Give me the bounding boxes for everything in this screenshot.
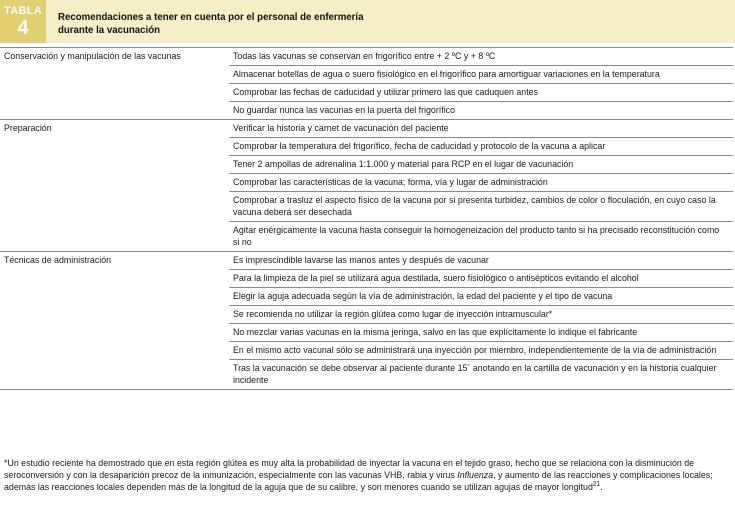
footnote-text-1: *Un estudio reciente ha demostrado que en esta región glútea es muy alta la probabilidad de inyectar la vacuna en el tejido graso, hecho que se relaciona con la disminución de seroconversión y con la desaparición precoz de la inmunización, especialmente con las vacunas VHB, rabia y virus bbox=[4, 458, 695, 481]
table-row bbox=[0, 192, 733, 222]
recommendation-cell bbox=[229, 324, 733, 342]
recommendation-cell bbox=[229, 102, 733, 120]
category-cell bbox=[0, 324, 229, 342]
category-cell bbox=[0, 192, 229, 222]
recommendation-cell bbox=[229, 342, 733, 360]
category-cell bbox=[0, 288, 229, 306]
category-cell bbox=[0, 48, 229, 66]
recommendation-cell bbox=[229, 120, 733, 138]
table-row bbox=[0, 156, 733, 174]
category-cell bbox=[0, 156, 229, 174]
table-row bbox=[0, 342, 733, 360]
table-row bbox=[0, 84, 733, 102]
recommendation-cell bbox=[229, 48, 733, 66]
category-label: Técnicas de administración bbox=[4, 255, 112, 266]
recommendation-text: Tener 2 ampollas de adrenalina 1:1.000 y material para RCP en el lugar de vacunación bbox=[233, 159, 574, 170]
footnote-text-2: , y aumento de las reacciones y complicaciones locales; además las reacciones locales dependen más de la longitud de la aguja que de su calibre, y son menores cuando se utilizan agujas de mayor longitud bbox=[4, 470, 713, 493]
category-cell bbox=[0, 252, 229, 270]
table-row bbox=[0, 306, 733, 324]
table-header bbox=[0, 0, 735, 43]
recommendations-table bbox=[0, 47, 733, 390]
recommendation-cell bbox=[229, 192, 733, 222]
recommendation-cell bbox=[229, 270, 733, 288]
category-cell bbox=[0, 102, 229, 120]
table-row bbox=[0, 66, 733, 84]
recommendation-text: Verificar la historia y carnet de vacunación del paciente bbox=[233, 123, 449, 134]
table-tag bbox=[0, 0, 46, 43]
recommendation-cell bbox=[229, 84, 733, 102]
table-title bbox=[58, 11, 665, 37]
recommendation-text: Comprobar las características de la vacuna; forma, vía y lugar de administración bbox=[233, 177, 548, 188]
recommendation-text: Almacenar botellas de agua o suero fisiológico en el frigorífico para amortiguar variaciones en la temperatura bbox=[233, 69, 660, 80]
category-cell bbox=[0, 342, 229, 360]
footnote bbox=[4, 458, 732, 494]
recommendation-cell bbox=[229, 288, 733, 306]
recommendation-text: Comprobar la temperatura del frigorífico, fecha de caducidad y protocolo de la vacuna a aplicar bbox=[233, 141, 606, 152]
category-cell bbox=[0, 66, 229, 84]
footnote-italic: Influenza bbox=[457, 470, 494, 481]
category-label: Preparación bbox=[4, 123, 52, 134]
recommendation-cell bbox=[229, 252, 733, 270]
table-row bbox=[0, 360, 733, 390]
recommendation-cell bbox=[229, 156, 733, 174]
recommendation-text: No guardar nunca las vacunas en la puerta del frigorífico bbox=[233, 105, 455, 116]
table-tag-number: 4 bbox=[17, 17, 29, 39]
table-row bbox=[0, 270, 733, 288]
recommendation-cell bbox=[229, 360, 733, 390]
recommendation-text: Tras la vacunación se debe observar al paciente durante 15´ anotando en la cartilla de vacunación y en la historia cualquier incidente bbox=[233, 363, 717, 386]
recommendation-cell bbox=[229, 174, 733, 192]
category-label: Conservación y manipulación de las vacunas bbox=[4, 51, 181, 62]
table-row bbox=[0, 102, 733, 120]
table-row bbox=[0, 174, 733, 192]
category-cell bbox=[0, 222, 229, 252]
recommendation-text: Agitar enérgicamente la vacuna hasta conseguir la homogeneización del producto tanto si ha precisado reconstitución como si no bbox=[233, 225, 720, 248]
recommendation-text: Comprobar a trasluz el aspecto físico de la vacuna por si presenta turbidez, cambios de color o floculación, en cuyo caso la vacuna deberá ser desechada bbox=[233, 195, 716, 218]
category-cell bbox=[0, 270, 229, 288]
table-row bbox=[0, 138, 733, 156]
table-title-line-2: durante la vacunación bbox=[58, 24, 161, 36]
table-row bbox=[0, 120, 733, 138]
table-row bbox=[0, 252, 733, 270]
recommendation-text: Es imprescindible lavarse las manos antes y después de vacunar bbox=[233, 255, 489, 266]
table-row bbox=[0, 288, 733, 306]
category-cell bbox=[0, 360, 229, 390]
category-cell bbox=[0, 174, 229, 192]
recommendation-text: Todas las vacunas se conservan en frigorífico entre + 2 ºC y + 8 ºC bbox=[233, 51, 496, 62]
category-cell bbox=[0, 306, 229, 324]
category-cell bbox=[0, 84, 229, 102]
recommendation-cell bbox=[229, 306, 733, 324]
recommendation-text: No mezclar varias vacunas en la misma jeringa, salvo en las que explícitamente lo indique el fabricante bbox=[233, 327, 638, 338]
recommendation-text: Comprobar las fechas de caducidad y utilizar primero las que caduquen antes bbox=[233, 87, 538, 98]
recommendation-text: Elegir la aguja adecuada según la vía de administración, la edad del paciente y el tipo de vacuna bbox=[233, 291, 613, 302]
table-row bbox=[0, 48, 733, 66]
table-title-line-1: Recomendaciones a tener en cuenta por el personal de enfermería bbox=[58, 11, 364, 23]
table-row bbox=[0, 324, 733, 342]
recommendation-text: En el mismo acto vacunal sólo se administrará una inyección por miembro, independientemente de la vía de administración bbox=[233, 345, 717, 356]
recommendation-text: Se recomienda no utilizar la región glútea como lugar de inyección intramuscular* bbox=[233, 309, 553, 320]
recommendation-text: Para la limpieza de la piel se utilizará agua destilada, suero fisiológico o antisépticos evitando el alcohol bbox=[233, 273, 639, 284]
footnote-reference: 21 bbox=[592, 480, 601, 488]
table-tag-label: TABLA bbox=[4, 5, 42, 17]
table-row bbox=[0, 222, 733, 252]
category-cell bbox=[0, 138, 229, 156]
recommendation-cell bbox=[229, 66, 733, 84]
recommendation-cell bbox=[229, 138, 733, 156]
category-cell bbox=[0, 120, 229, 138]
recommendation-cell bbox=[229, 222, 733, 252]
footnote-end: . bbox=[600, 482, 603, 493]
